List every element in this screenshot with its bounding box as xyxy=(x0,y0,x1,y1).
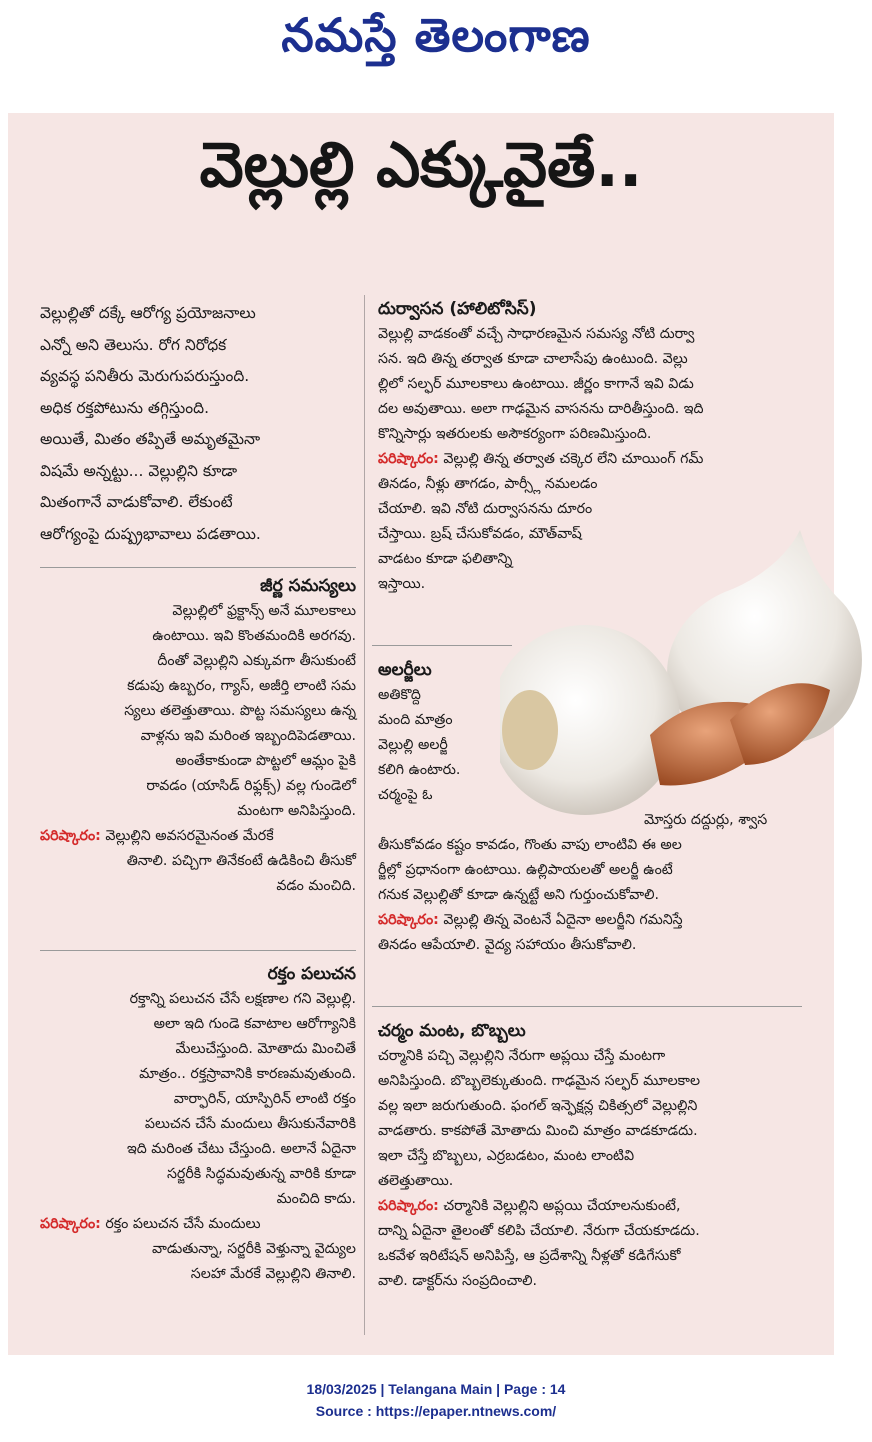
article-headline: వెల్లుల్లి ఎక్కువైతే.. xyxy=(199,128,643,201)
allergy-line: ర్జీల్లో ప్రధానంగా ఉంటాయి. ఉల్లిపాయలతో అలర్జీ ఉంటే xyxy=(378,862,673,878)
masthead-logo: నమస్తే తెలంగాణ xyxy=(281,8,591,62)
skin-solution-line: ఒకవేళ ఇరిటేషన్ అనిపిస్తే, ఆ ప్రదేశాన్ని నీళ్లతో కడిగేసుకో xyxy=(378,1248,681,1264)
allergy-solution-line: తినడం ఆపేయాలి. వైద్య సహాయం తీసుకోవాలి. xyxy=(378,937,637,953)
column-divider xyxy=(364,295,365,1335)
digestion-line: రావడం (యాసిడ్ రిఫ్లక్స్) వల్ల గుండెలో xyxy=(146,778,356,794)
section-divider xyxy=(372,1006,802,1007)
halitosis-solution-line: ఇస్తాయి. xyxy=(378,576,426,592)
halitosis-line: దల అవుతాయి. అలా గాఢమైన వాసనను దారితీస్తుంది. ఇది xyxy=(378,401,704,417)
allergy-section xyxy=(378,657,800,958)
solution-label: పరిష్కారం: xyxy=(40,1216,101,1232)
skin-solution xyxy=(378,1194,800,1219)
footer-date-edition: 18/03/2025 | Telangana Main | Page : 14 xyxy=(306,1381,566,1397)
halitosis-line: కొన్నిసార్లు ఇతరులకు అసౌకర్యంగా పరిణమిస్తుంది. xyxy=(378,426,652,442)
blood-title: రక్తం పలుచన xyxy=(267,964,356,984)
allergy-line: కలిగి ఉంటారు. xyxy=(378,762,461,778)
allergy-line: గనుక వెల్లుల్లితో కూడా ఉన్నట్టే అని గుర్తుంచుకోవాలి. xyxy=(378,887,660,903)
blood-section xyxy=(40,961,356,1287)
footer-source-link[interactable]: Source : https://epaper.ntnews.com/ xyxy=(315,1403,557,1419)
allergy-line: తీసుకోవడం కష్టం కావడం, గొంతు వాపు లాంటివి ఈ అల xyxy=(378,837,682,853)
digestion-line: వెల్లుల్లిలో ఫ్రక్టాన్స్ అనే మూలకాలు xyxy=(172,603,356,619)
blood-line: అలా ఇది గుండె కవాటాల ఆరోగ్యానికి xyxy=(153,1016,356,1032)
digestion-line: స్యలు తలెత్తుతాయి. పొట్ట సమస్యలు ఉన్న xyxy=(124,703,356,719)
solution-text: వెల్లుల్లి తిన్న వెంటనే ఏదైనా అలర్జీని గమనిస్తే xyxy=(438,912,683,928)
skin-line: అనిపిస్తుంది. బొబ్బలెక్కుతుంది. గాఢమైన సల్ఫర్ మూలకాల xyxy=(378,1073,701,1089)
skin-solution-line: దాన్ని ఏదైనా తైలంతో కలిపి చేయాలి. నేరుగా చేయకూడదు. xyxy=(378,1223,700,1239)
halitosis-solution-line: తినడం, నీళ్లు తాగడం, పార్స్లీ నమలడం xyxy=(378,476,598,492)
intro-line: ఆరోగ్యంపై దుష్ప్రభావాలు పడతాయి. xyxy=(40,524,261,543)
halitosis-section xyxy=(378,296,800,597)
allergy-line: మంది మాత్రం xyxy=(378,712,453,728)
skin-line: తలెత్తుతాయి. xyxy=(378,1173,454,1189)
digestion-solution-line: వడం మంచిది. xyxy=(276,878,356,894)
blood-solution xyxy=(40,1212,356,1237)
blood-line: మంచిది కాదు. xyxy=(276,1191,356,1207)
digestion-line: వాళ్లను ఇవి మరింత ఇబ్బందిపెడతాయి. xyxy=(140,728,356,744)
blood-solution-line: వాడుతున్నా, సర్జరీకి వెళ్తున్నా వైద్యుల xyxy=(152,1241,356,1257)
allergy-title: అలర్జీలు xyxy=(378,660,432,680)
blood-line: మాత్రం.. రక్తస్రావానికి కారణమవుతుంది. xyxy=(139,1066,356,1082)
skin-line: చర్మానికి పచ్చి వెల్లుల్లిని నేరుగా అప్లయి చేస్తే మంటగా xyxy=(378,1048,666,1064)
halitosis-solution xyxy=(378,447,800,472)
intro-line: విషమే అన్నట్టు... వెల్లుల్లిని కూడా xyxy=(40,461,238,480)
solution-label: పరిష్కారం: xyxy=(378,451,439,467)
digestion-line: ఉంటాయి. ఇవి కొంతమందికి అరగవు. xyxy=(152,628,356,644)
intro-line: వెల్లుల్లితో దక్కే ఆరోగ్య ప్రయోజనాలు xyxy=(40,304,256,322)
solution-label: పరిష్కారం: xyxy=(378,912,439,928)
intro-line: వ్యవస్థ పనితీరు మెరుగుపరుస్తుంది. xyxy=(40,367,250,385)
halitosis-title: దుర్వాసన (హాలిటోసిస్) xyxy=(378,299,537,319)
section-divider xyxy=(40,950,356,951)
blood-line: వార్ఫారిన్, యాస్పిరిన్ లాంటి రక్తం xyxy=(173,1091,356,1107)
allergy-line: మోస్తరు దద్దుర్లు, శ్వాస xyxy=(644,812,768,828)
intro-line: అధిక రక్తపోటును తగ్గిస్తుంది. xyxy=(40,398,209,417)
solution-text: వెల్లుల్లి తిన్న తర్వాత చక్కెర లేని చూయింగ్ గమ్ xyxy=(438,451,704,467)
halitosis-line: సన. ఇది తిన్న తర్వాత కూడా చాలాసేపు ఉంటుంది. వెల్లు xyxy=(378,351,688,367)
blood-line: ఇది మరింత చేటు చేస్తుంది. అలానే ఏదైనా xyxy=(126,1141,356,1157)
halitosis-solution-line: వాడటం కూడా ఫలితాన్ని xyxy=(378,551,513,567)
halitosis-line: ల్లిలో సల్ఫర్ మూలకాలు ఉంటాయి. జీర్ణం కాగానే ఇవి విడు xyxy=(378,376,694,392)
halitosis-line: వెల్లుల్లి వాడకంతో వచ్చే సాధారణమైన సమస్య నోటి దుర్వా xyxy=(378,326,695,342)
solution-label: పరిష్కారం: xyxy=(40,828,101,844)
allergy-line: అతికొద్ది xyxy=(378,687,421,703)
section-divider xyxy=(372,645,512,646)
skin-section xyxy=(378,1018,800,1294)
digestion-section xyxy=(40,573,356,899)
skin-solution-line: వాలి. డాక్టర్‌ను సంప్రదించాలి. xyxy=(378,1273,538,1289)
allergy-line: వెల్లుల్లి అలర్జీ xyxy=(378,737,448,753)
halitosis-solution-line: చేస్తాయి. బ్రష్ చేసుకోవడం, మౌత్‌వాష్ xyxy=(378,526,582,542)
solution-text: వెల్లుల్లిని అవసరమైనంత మేరకే xyxy=(100,828,274,844)
intro-line: మితంగానే వాడుకోవాలి. లేకుంటే xyxy=(40,493,233,511)
solution-label: పరిష్కారం: xyxy=(378,1198,439,1214)
intro-line: ఎన్నో అని తెలుసు. రోగ నిరోధక xyxy=(40,335,227,354)
solution-text: చర్మానికి వెల్లుల్లిని అప్లయి చేయాలనుకుంటే, xyxy=(438,1198,681,1214)
blood-solution-line: సలహా మేరకే వెల్లుల్లిని తినాలి. xyxy=(190,1266,356,1282)
digestion-solution-line: తినాలి. పచ్చిగా తినేకంటే ఉడికించి తీసుకో xyxy=(126,853,356,869)
allergy-line: చర్మంపై ఓ xyxy=(378,787,433,803)
blood-line: సర్జరీకి సిద్ధమవుతున్న వారికి కూడా xyxy=(166,1166,356,1182)
blood-line: మేలుచేస్తుంది. మోతాదు మించితే xyxy=(175,1041,356,1057)
digestion-line: అంతేకాకుండా పొట్టలో ఆమ్లం పైకి xyxy=(175,753,356,769)
skin-line: ఇలా చేస్తే బొబ్బలు, ఎర్రబడటం, మంట లాంటివి xyxy=(378,1148,635,1164)
skin-line: వల్ల ఇలా జరుగుతుంది. ఫంగల్ ఇన్ఫెక్షన్ల చికిత్సలో వెల్లుల్లిని xyxy=(378,1098,698,1114)
intro-line: అయితే, మితం తప్పితే అమృతమైనా xyxy=(40,430,261,448)
digestion-line: కడుపు ఉబ్బరం, గ్యాస్, అజీర్తి లాంటి సమ xyxy=(127,678,356,694)
blood-line: రక్తాన్ని పలుచన చేసే లక్షణాల గని వెల్లుల్లి. xyxy=(129,991,356,1007)
intro-paragraph xyxy=(40,298,356,550)
digestion-line: దీంతో వెల్లుల్లిని ఎక్కువగా తీసుకుంటే xyxy=(157,653,356,669)
digestion-solution xyxy=(40,824,356,849)
skin-line: వాడతారు. కాకపోతే మోతాదు మించి మాత్రం వాడకూడదు. xyxy=(378,1123,698,1139)
digestion-title: జీర్ణ సమస్యలు xyxy=(260,576,356,596)
digestion-line: మంటగా అనిపిస్తుంది. xyxy=(237,803,356,819)
skin-title: చర్మం మంట, బొబ్బలు xyxy=(378,1021,526,1041)
blood-line: పలుచన చేసే మందులు తీసుకునేవారికి xyxy=(144,1116,356,1132)
halitosis-solution-line: చేయాలి. ఇవి నోటి దుర్వాసనను దూరం xyxy=(378,501,593,517)
section-divider xyxy=(40,567,356,568)
allergy-solution xyxy=(378,908,800,933)
solution-text: రక్తం పలుచన చేసే మందులు xyxy=(100,1216,261,1232)
